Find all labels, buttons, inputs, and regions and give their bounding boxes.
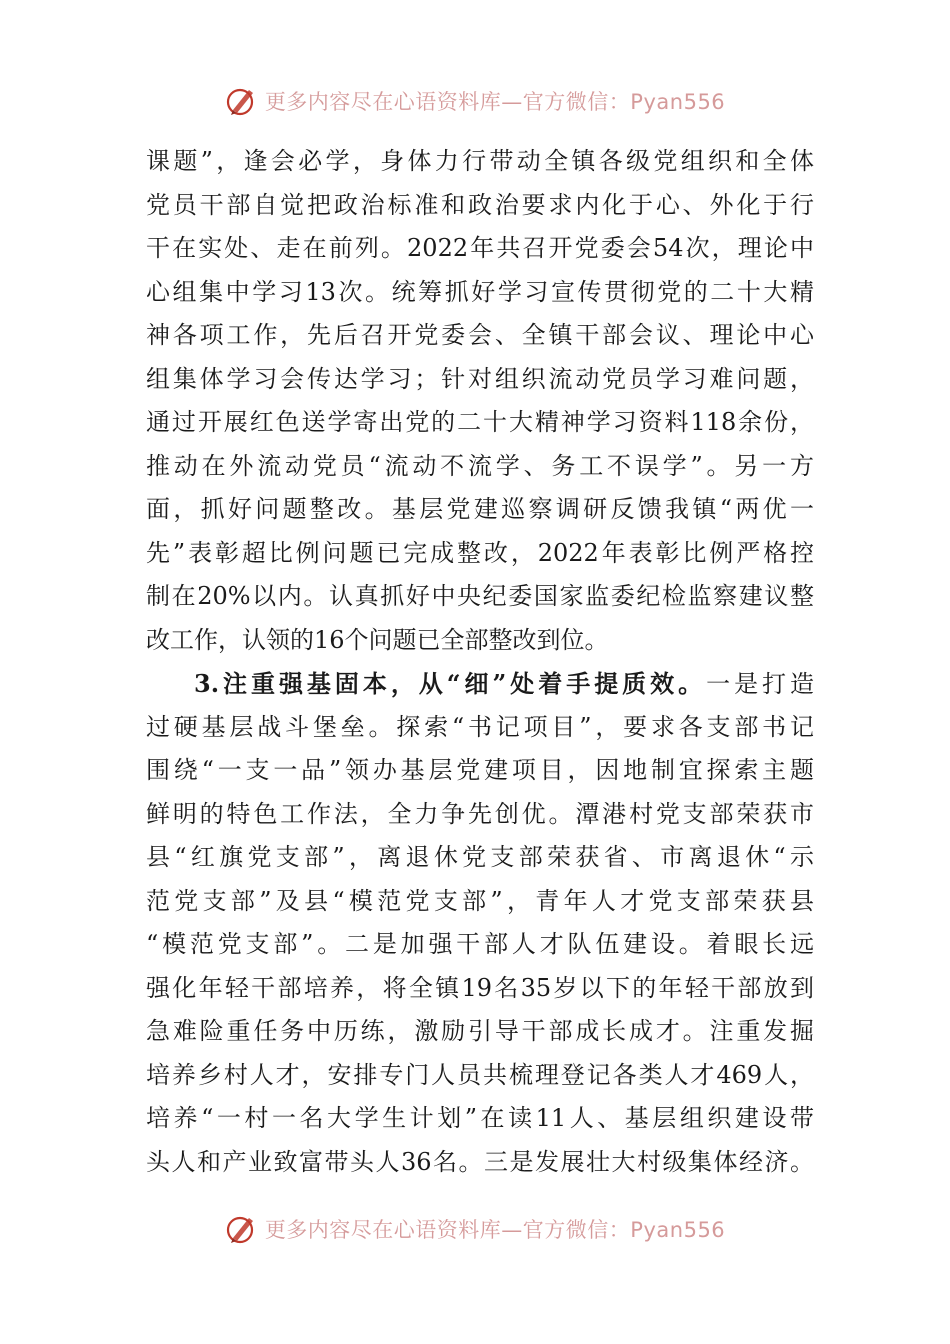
paragraph-line: 组集体学习会传达学习；针对组织流动党员学习难问题，: [146, 364, 814, 393]
paragraph-line: 围绕“一支一品”领办基层党建项目，因地制宜探索主题: [146, 756, 814, 784]
paragraph-line: 面，抓好问题整改。基层党建巡察调研反馈我镇“两优一: [146, 495, 814, 523]
paragraph-line: 培养乡村人才，安排专门人员共梳理登记各类人才469人，: [146, 1060, 814, 1089]
paragraph-line: 过硬基层战斗堡垒。探索“书记项目”，要求各支部书记: [146, 712, 814, 741]
paragraph-line: 干在实处、走在前列。2022年共召开党委会54次，理论中: [146, 234, 814, 262]
paragraph-1: [146, 140, 814, 662]
paragraph-line: 急难险重任务中历练，激励引导干部成长成才。注重发掘: [146, 1017, 814, 1045]
paragraph-line: 鲜明的特色工作法，全力争先创优。潭港村党支部荣获市: [146, 799, 814, 828]
paragraph-line: 党员干部自觉把政治标准和政治要求内化于心、外化于行: [146, 190, 814, 219]
paragraph-line: 课题”，逢会必学，身体力行带动全镇各级党组织和全体: [146, 147, 814, 175]
paragraph-line: 先”表彰超比例问题已完成整改，2022年表彰比例严格控: [146, 538, 814, 567]
watermark-header: [0, 84, 950, 118]
paragraph-line: 强化年轻干部培养，将全镇19名35岁以下的年轻干部放到: [146, 973, 814, 1002]
pen-circle-logo-icon: [225, 1212, 259, 1246]
paragraph-line: [146, 662, 814, 706]
paragraph-line: 神各项工作，先后召开党委会、全镇干部会议、理论中心: [146, 321, 814, 349]
pen-circle-logo-icon: [225, 84, 259, 118]
paragraph-line: 心组集中学习13次。统筹抓好学习宣传贯彻党的二十大精: [146, 277, 814, 306]
paragraph-line: 头人和产业致富带头人36名。三是发展壮大村级集体经济。: [146, 1147, 814, 1176]
section-heading: 3.注重强基固本，从“细”处着手提质效。: [194, 669, 707, 698]
paragraph-line: “模范党支部”。二是加强干部人才队伍建设。着眼长远: [146, 930, 814, 958]
watermark-text: 更多内容尽在心语资料库—官方微信：Pyan556: [264, 90, 726, 114]
paragraph-line: 范党支部”及县“模范党支部”，青年人才党支部荣获县: [146, 886, 814, 915]
paragraph-line: 通过开展红色送学寄出党的二十大精神学习资料118余份，: [146, 408, 814, 436]
paragraph-line: 推动在外流动党员“流动不流学、务工不误学”。另一方: [146, 451, 814, 480]
paragraph-line: 制在20%以内。认真抓好中央纪委国家监委纪检监察建议整: [146, 582, 814, 610]
paragraph-line: 培养“一村一名大学生计划”在读11人、基层组织建设带: [146, 1104, 814, 1132]
watermark-footer: [0, 1212, 950, 1246]
paragraph-line: 改工作，认领的16个问题已全部整改到位。: [146, 625, 609, 654]
document-body: [146, 140, 814, 1184]
paragraph-line: 县“红旗党支部”，离退休党支部荣获省、市离退休“示: [146, 843, 814, 871]
watermark-text: 更多内容尽在心语资料库—官方微信：Pyan556: [264, 1218, 726, 1242]
paragraph-2: [146, 662, 814, 1184]
heading-continuation: 一是打造: [706, 670, 814, 698]
